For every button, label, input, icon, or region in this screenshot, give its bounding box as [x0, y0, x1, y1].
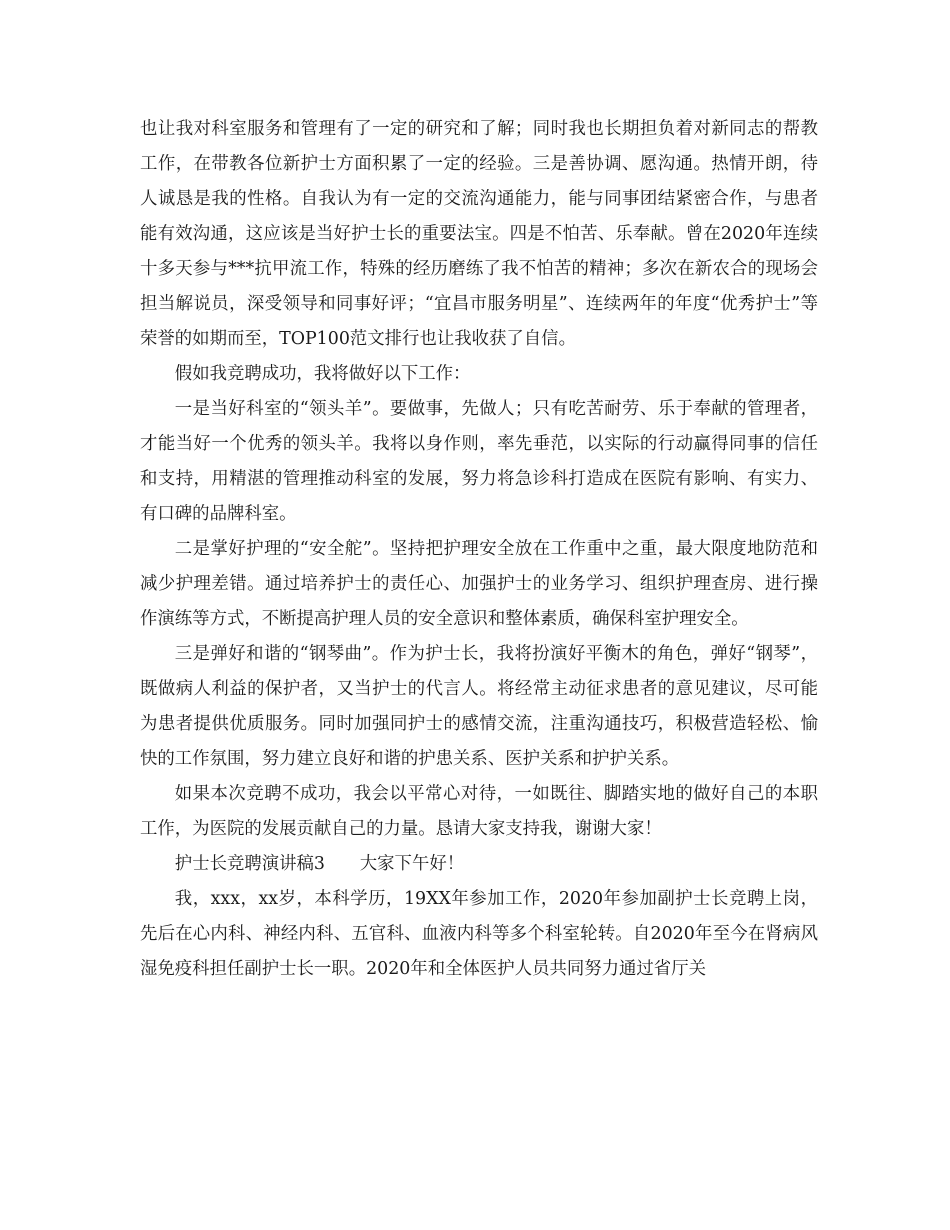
paragraph-plan-safety: 二是掌好护理的“安全舵”。坚持把护理安全放在工作重中之重，最大限度地防范和减少护理差错。通过培养护士的责任心、加强护士的业务学习、组织护理查房、进行操作演练等方式，不断提高护理人员的安全意识和整体素质，确保科室护理安全。	[140, 539, 818, 629]
paragraph-if-successful: 假如我竞聘成功，我将做好以下工作：	[174, 364, 471, 384]
paragraph-if-unsuccessful: 如果本次竞聘不成功，我会以平常心对待，一如既往、脚踏实地的做好自己的本职工作，为医院的发展贡献自己的力量。恳请大家支持我，谢谢大家！	[140, 784, 818, 839]
document-body	[140, 112, 818, 987]
speech-title-3: 护士长竞聘演讲稿3 大家下午好！	[174, 854, 465, 874]
paragraph-self-intro: 我，xxx，xx岁，本科学历，19XX年参加工作，2020年参加副护士长竞聘上岗，先后在心内科、神经内科、五官科、血液内科等多个科室轮转。自2020年至今在肾病风湿免疫科担任副护士长一职。2020年和全体医护人员共同努力通过省厅关	[140, 889, 818, 979]
paragraph-plan-harmony: 三是弹好和谐的“钢琴曲”。作为护士长，我将扮演好平衡木的角色，弹好“钢琴”，既做病人利益的保护者，又当护士的代言人。将经常主动征求患者的意见建议，尽可能为患者提供优质服务。同时加强同护士的感情交流，注重沟通技巧，积极营造轻松、愉快的工作氛围，努力建立良好和谐的护患关系、医护关系和护护关系。	[140, 644, 818, 769]
paragraph-plan-leader: 一是当好科室的“领头羊”。要做事，先做人；只有吃苦耐劳、乐于奉献的管理者，才能当好一个优秀的领头羊。我将以身作则，率先垂范，以实际的行动赢得同事的信任和支持，用精湛的管理推动科室的发展，努力将急诊科打造成在医院有影响、有实力、有口碑的品牌科室。	[140, 399, 818, 524]
paragraph-qualifications: 也让我对科室服务和管理有了一定的研究和了解；同时我也长期担负着对新同志的帮教工作，在带教各位新护士方面积累了一定的经验。三是善协调、愿沟通。热情开朗，待人诚恳是我的性格。自我认为有一定的交流沟通能力，能与同事团结紧密合作，与患者能有效沟通，这应该是当好护士长的重要法宝。四是不怕苦、乐奉献。曾在2020年连续十多天参与***抗甲流工作，特殊的经历磨练了我不怕苦的精神；多次在新农合的现场会担当解说员，深受领导和同事好评；“宜昌市服务明星”、连续两年的年度“优秀护士”等荣誉的如期而至，TOP100范文排行也让我收获了自信。	[140, 119, 818, 349]
